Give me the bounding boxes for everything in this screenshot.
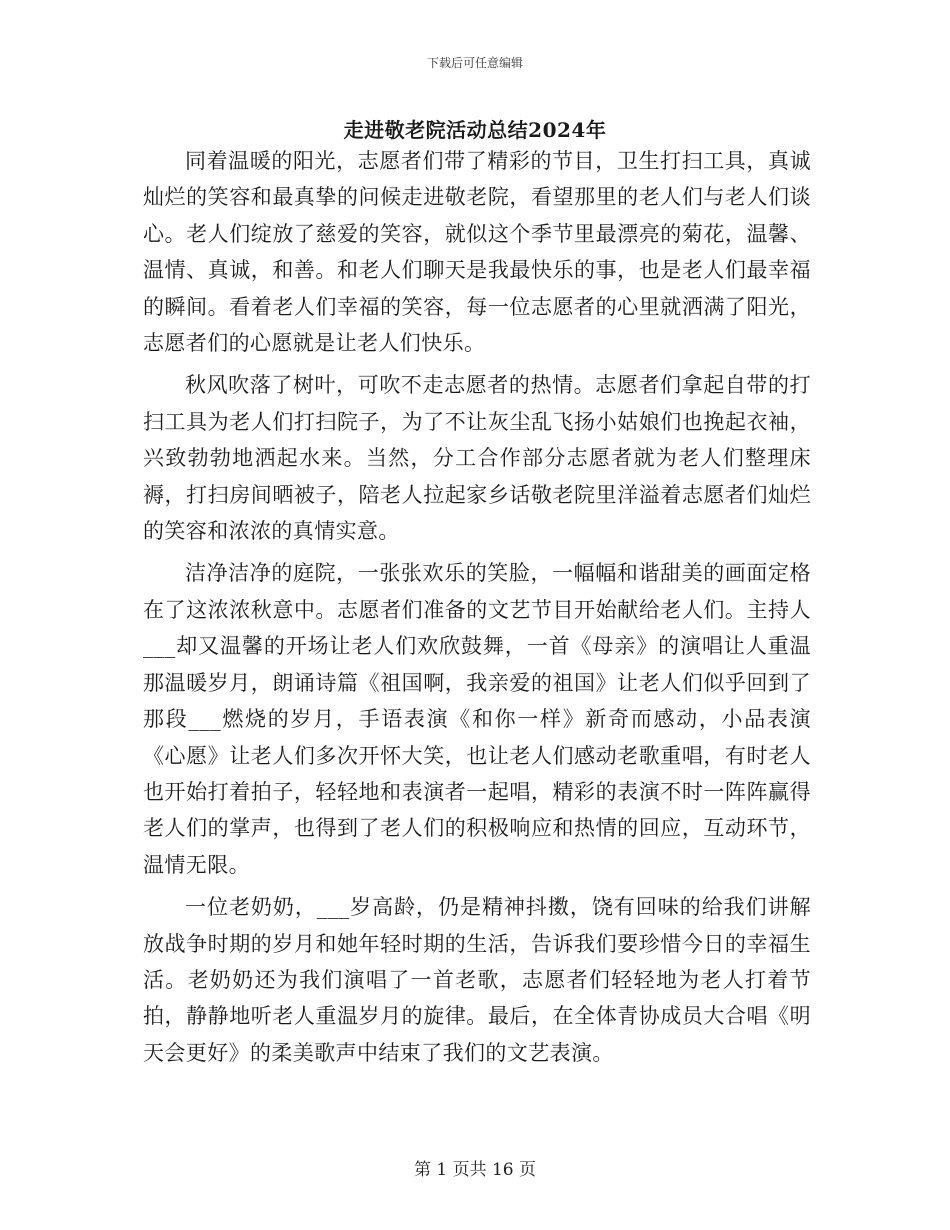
download-note: 下载后可任意编辑 — [426, 56, 523, 70]
paragraph-4: 一位老奶奶，___岁高龄，仍是精神抖擞，饶有回味的给我们讲解放战争时期的岁月和她年轻时期的生活，告诉我们要珍惜今日的幸福生活。老奶奶还为我们演唱了一首老歌，志愿者们轻轻地为老人打着节拍，静静地听老人重温岁月的旋律。最后，在全体青协成员大合唱《明天会更好》的柔美歌声中结束了我们的文艺表演。 — [143, 895, 811, 1065]
paragraph-2: 秋风吹落了树叶，可吹不走志愿者的热情。志愿者们拿起自带的打扫工具为老人们打扫院子，为了不让灰尘乱飞扬小姑娘们也挽起衣袖，兴致勃勃地洒起水来。当然，分工合作部分志愿者就为老人们整理床褥，打扫房间晒被子，陪老人拉起家乡话敬老院里洋溢着志愿者们灿烂的笑容和浓浓的真情实意。 — [143, 373, 811, 544]
page-number: 第 1 页共 16 页 — [413, 1160, 537, 1180]
document-title: 走进敬老院活动总结2024年 — [343, 118, 607, 142]
paragraph-3: 洁净洁净的庭院，一张张欢乐的笑脸，一幅幅和谐甜美的画面定格在了这浓浓秋意中。志愿者们准备的文艺节目开始献给老人们。主持人___却又温馨的开场让老人们欢欣鼓舞，一首《母亲》的演唱让人重温那温暖岁月，朗诵诗篇《祖国啊，我亲爱的祖国》让老人们似乎回到了那段___燃烧的岁月，手语表演《和你一样》新奇而感动，小品表演《心愿》让老人们多次开怀大笑，也让老人们感动老歌重唱，有时老人也开始打着拍子，轻轻地和表演者一起唱，精彩的表演不时一阵阵赢得老人们的掌声，也得到了老人们的积极响应和热情的回应，互动环节，温情无限。 — [143, 561, 811, 877]
paragraph-1: 同着温暖的阳光，志愿者们带了精彩的节目，卫生打扫工具，真诚灿烂的笑容和最真挚的问候走进敬老院，看望那里的老人们与老人们谈心。老人们绽放了慈爱的笑容，就似这个季节里最漂亮的菊花，温馨、温情、真诚，和善。和老人们聊天是我最快乐的事，也是老人们最幸福的瞬间。看着老人们幸福的笑容，每一位志愿者的心里就洒满了阳光，志愿者们的心愿就是让老人们快乐。 — [143, 149, 811, 356]
document-body — [143, 143, 811, 1077]
